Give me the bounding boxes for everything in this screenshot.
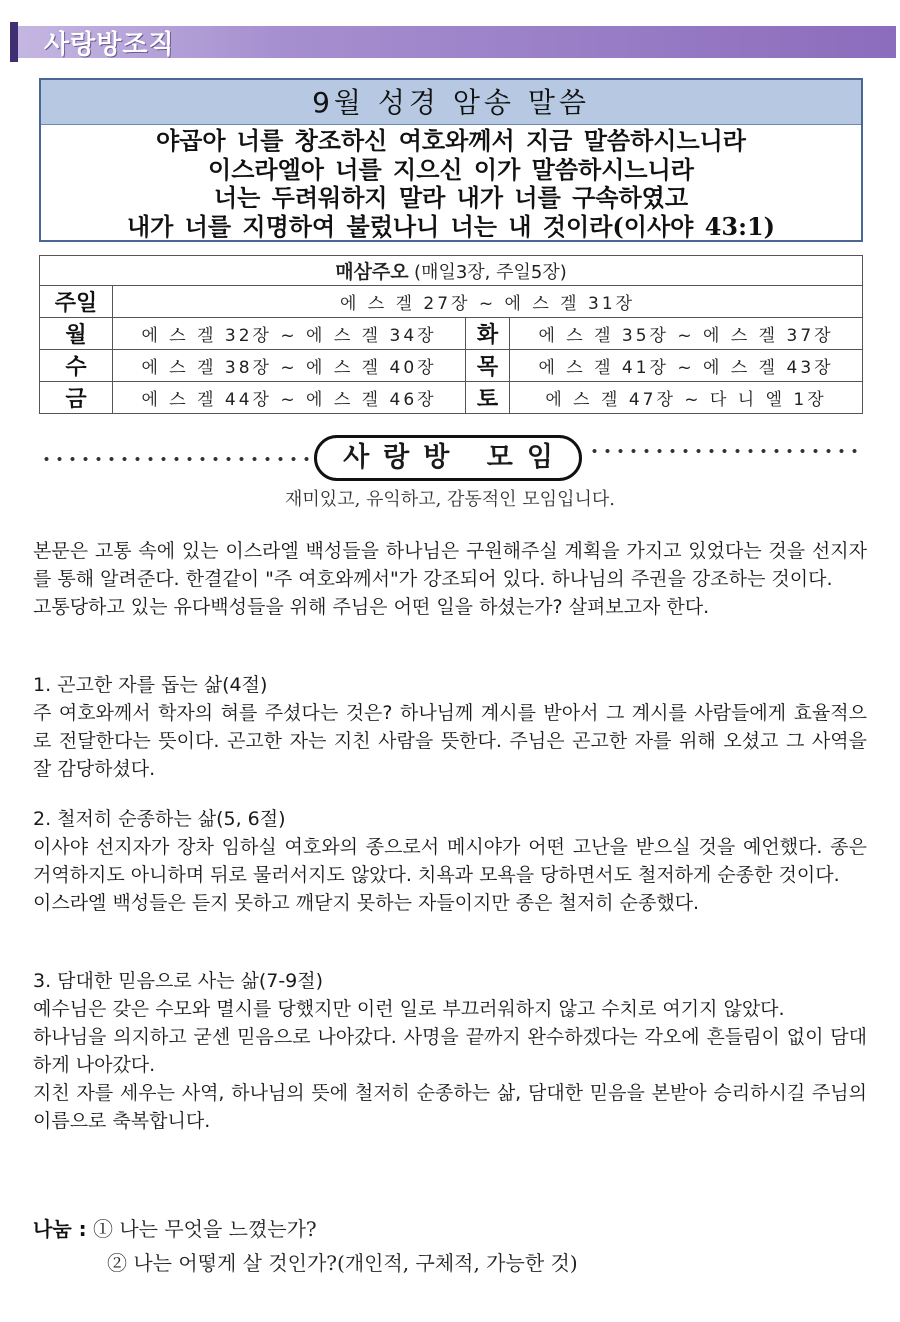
day-cell: 금 bbox=[40, 382, 113, 414]
range-cell: 에 스 겔 35장 ~ 에 스 겔 37장 bbox=[510, 318, 863, 350]
sharing-questions bbox=[33, 1212, 833, 1280]
reading-schedule-table bbox=[39, 255, 863, 414]
range-cell: 에 스 겔 41장 ~ 에 스 겔 43장 bbox=[510, 350, 863, 382]
section-3 bbox=[33, 967, 867, 1135]
sharing-label: 나눔 : bbox=[33, 1217, 87, 1241]
reading-header bbox=[40, 256, 863, 286]
day-cell: 수 bbox=[40, 350, 113, 382]
section-1 bbox=[33, 671, 867, 783]
table-row bbox=[40, 256, 863, 286]
meeting-title: 사랑방 모임 bbox=[314, 435, 582, 481]
table-row bbox=[40, 318, 863, 350]
paragraph: 본문은 고통 속에 있는 이스라엘 백성들을 하나님은 구원해주실 계획을 가지고 있었다는 것을 선지자를 통해 알려준다. 한결같이 "주 여호와께서"가 강조되어 있다. 하나님의 주권을 강조하는 것이다. bbox=[33, 540, 867, 590]
range-cell: 에 스 겔 32장 ~ 에 스 겔 34장 bbox=[113, 318, 466, 350]
intro-text bbox=[33, 537, 867, 621]
section-heading: 2. 철저히 순종하는 삶(5, 6절) bbox=[33, 808, 286, 830]
paragraph: 고통당하고 있는 유다백성들을 위해 주님은 어떤 일을 하셨는가? 살펴보고자 한다. bbox=[33, 596, 710, 618]
section-heading: 3. 담대한 믿음으로 사는 삶(7-9절) bbox=[33, 970, 324, 992]
range-cell: 에 스 겔 38장 ~ 에 스 겔 40장 bbox=[113, 350, 466, 382]
reading-title: 매삼주오 bbox=[335, 261, 409, 283]
day-cell: 월 bbox=[40, 318, 113, 350]
dotted-divider-right bbox=[588, 447, 858, 455]
header-accent bbox=[10, 22, 18, 62]
section-2 bbox=[33, 805, 867, 917]
memory-verse-box bbox=[39, 78, 863, 242]
meeting-tagline: 재미있고, 유익하고, 감동적인 모임입니다. bbox=[285, 489, 615, 510]
range-cell: 에 스 겔 44장 ~ 에 스 겔 46장 bbox=[113, 382, 466, 414]
paragraph: 지친 자를 세우는 사역, 하나님의 뜻에 철저히 순종하는 삶, 담대한 믿음을 본받아 승리하시길 주님의 이름으로 축복합니다. bbox=[33, 1082, 867, 1132]
paragraph: 이스라엘 백성들은 듣지 못하고 깨닫지 못하는 자들이지만 종은 철저히 순종했다. bbox=[33, 892, 700, 914]
range-cell: 에 스 겔 27장 ~ 에 스 겔 31장 bbox=[113, 286, 863, 318]
day-cell: 주일 bbox=[40, 286, 113, 318]
paragraph: 예수님은 갖은 수모와 멸시를 당했지만 이런 일로 부끄러워하지 않고 수치로 여기지 않았다. bbox=[33, 998, 785, 1020]
verse-line: 야곱아 너를 창조하신 여호와께서 지금 말씀하시느니라 bbox=[155, 126, 746, 155]
verse-title: 9월 성경 암송 말씀 bbox=[41, 80, 861, 125]
day-cell: 토 bbox=[466, 382, 510, 414]
paragraph: 하나님을 의지하고 굳센 믿음으로 나아갔다. 사명을 끝까지 완수하겠다는 각오에 흔들림이 없이 담대하게 나아갔다. bbox=[33, 1026, 867, 1076]
table-row bbox=[40, 286, 863, 318]
day-cell: 목 bbox=[466, 350, 510, 382]
verse-text bbox=[41, 125, 861, 241]
header-title: 사랑방조직 bbox=[44, 30, 175, 60]
table-row bbox=[40, 382, 863, 414]
day-cell: 화 bbox=[466, 318, 510, 350]
verse-line: 내가 너를 지명하여 불렀나니 너는 내 것이라(이사야 43:1) bbox=[126, 211, 776, 241]
verse-line: 너는 두려워하지 말라 내가 너를 구속하였고 bbox=[213, 183, 689, 212]
sharing-row bbox=[33, 1212, 833, 1246]
verse-line: 이스라엘아 너를 지으신 이가 말씀하시느니라 bbox=[208, 154, 694, 184]
section-header bbox=[10, 22, 896, 62]
section-heading: 1. 곤고한 자를 돕는 삶(4절) bbox=[33, 674, 268, 696]
dotted-divider-left bbox=[40, 455, 312, 463]
table-row bbox=[40, 350, 863, 382]
paragraph: 주 여호와께서 학자의 혀를 주셨다는 것은? 하나님께 계시를 받아서 그 계시를 사람들에게 효율적으로 전달한다는 뜻이다. 곤고한 자는 지친 사람을 뜻한다. 주님은 곤고한 자를 위해 오셨고 그 사역을 잘 감당하셨다. bbox=[33, 702, 867, 780]
sharing-question: ② 나는 어떻게 살 것인가?(개인적, 구체적, 가능한 것) bbox=[107, 1251, 578, 1275]
range-cell: 에 스 겔 47장 ~ 다 니 엘 1장 bbox=[510, 382, 863, 414]
sharing-question: ① 나는 무엇을 느꼈는가? bbox=[92, 1217, 317, 1241]
reading-subtitle: (매일3장, 주일5장) bbox=[414, 262, 567, 283]
paragraph: 이사야 선지자가 장차 임하실 여호와의 종으로서 메시야가 어떤 고난을 받으실 것을 예언했다. 종은 거역하지도 아니하며 뒤로 물러서지도 않았다. 치욕과 모욕을 당하면서도 철저하게 순종한 것이다. bbox=[33, 836, 867, 886]
